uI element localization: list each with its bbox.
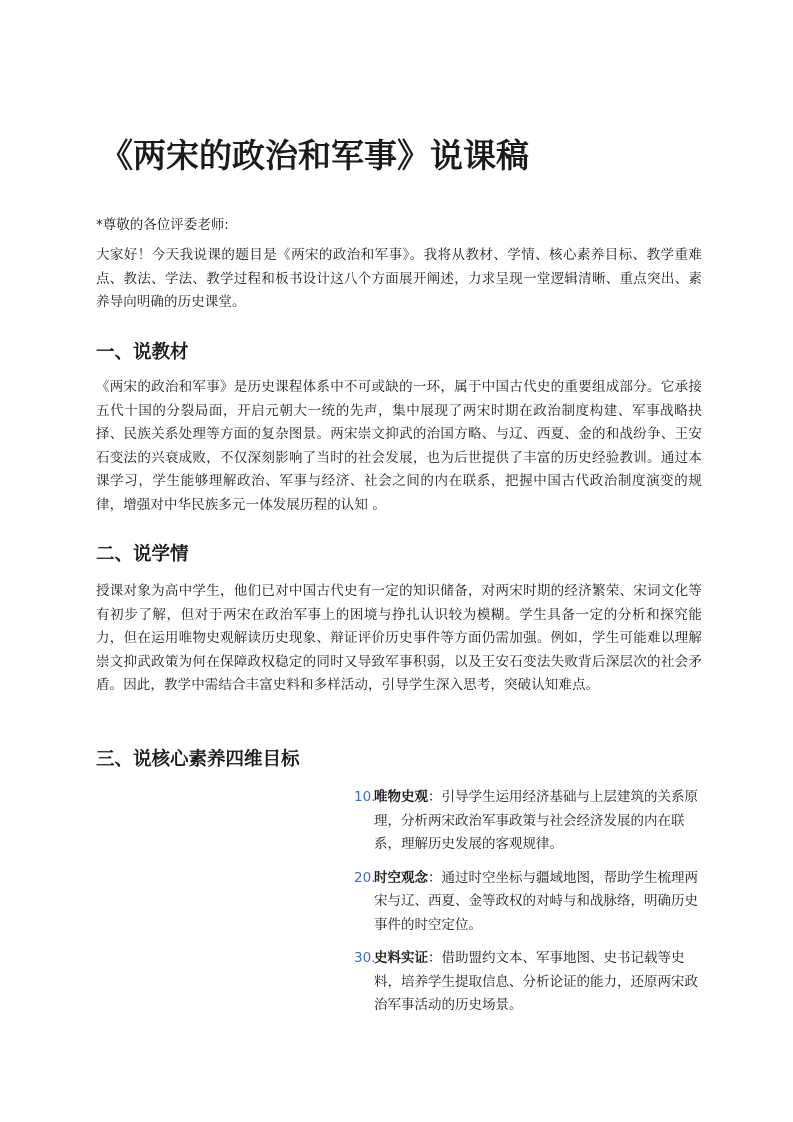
goal-item — [352, 786, 704, 857]
section-heading-goals: 三、说核心素养四维目标 — [96, 749, 300, 770]
goal-term: 时空观念 — [374, 869, 428, 886]
salutation: *尊敬的各位评委老师: — [96, 217, 229, 233]
goal-term: 史料实证 — [374, 950, 428, 966]
goal-number: 30. — [354, 950, 376, 966]
document-title: 《两宋的政治和军事》说课稿 — [100, 136, 529, 175]
goal-text: ：借助盟约文本、军事地图、史书记载等史料，培养学生提取信息、分析论证的能力，还原两宋政治军事活动的历史场景。 — [374, 950, 698, 1013]
goal-item — [352, 947, 704, 1018]
section-body-textbook: 《两宋的政治和军事》是历史课程体系中不可或缺的一环，属于中国古代史的重要组成部分。它承接五代十国的分裂局面，开启元朝大一统的先声，集中展现了两宋时期在政治制度构建、军事战略抉择、民族关系处理等方面的复杂图景。两宋崇文抑武的治国方略、与辽、西夏、金的和战纷争、王安石变法的兴衰成败，不仅深刻影响了当时的社会发展，也为后世提供了丰富的历史经验教训。通过本课学习，学生能够理解政治、军事与经济、社会之间的内在联系，把握中国古代政治制度演变的规律，增强对中华民族多元一体发展历程的认知 。 — [96, 379, 702, 513]
goal-item — [352, 867, 704, 938]
goal-number: 20. — [354, 869, 376, 886]
section-heading-students: 二、说学情 — [96, 544, 189, 565]
section-body-students: 授课对象为高中学生，他们已对中国古代史有一定的知识储备，对两宋时期的经济繁荣、宋词文化等有初步了解，但对于两宋在政治军事上的困境与挣扎认识较为模糊。学生具备一定的分析和探究能力，但在运用唯物史观解读历史现象、辩证评价历史事件等方面仍需加强。例如，学生可能难以理解崇文抑武政策为何在保障政权稳定的同时又导致军事积弱，以及王安石变法失败背后深层次的社会矛盾。因此，教学中需结合丰富史料和多样活动，引导学生深入思考，突破认知难点。 — [96, 583, 702, 693]
goal-text: ：通过时空坐标与疆域地图，帮助学生梳理两宋与辽、西夏、金等政权的对峙与和战脉络，明确历史事件的时空定位。 — [374, 869, 698, 933]
goal-number: 10. — [354, 789, 376, 805]
goals-list — [352, 786, 704, 1028]
goal-term: 唯物史观 — [374, 789, 428, 805]
intro-paragraph: 大家好！今天我说课的题目是《两宋的政治和军事》。我将从教材、学情、核心素养目标、教学重难点、教法、学法、教学过程和板书设计这八个方面展开阐述，力求呈现一堂逻辑清晰、重点突出、素养导向明确的历史课堂。 — [96, 247, 702, 310]
goal-text: ：引导学生运用经济基础与上层建筑的关系原理，分析两宋政治军事政策与社会经济发展的内在联系，理解历史发展的客观规律。 — [374, 789, 698, 852]
section-heading-textbook: 一、说教材 — [96, 342, 189, 363]
